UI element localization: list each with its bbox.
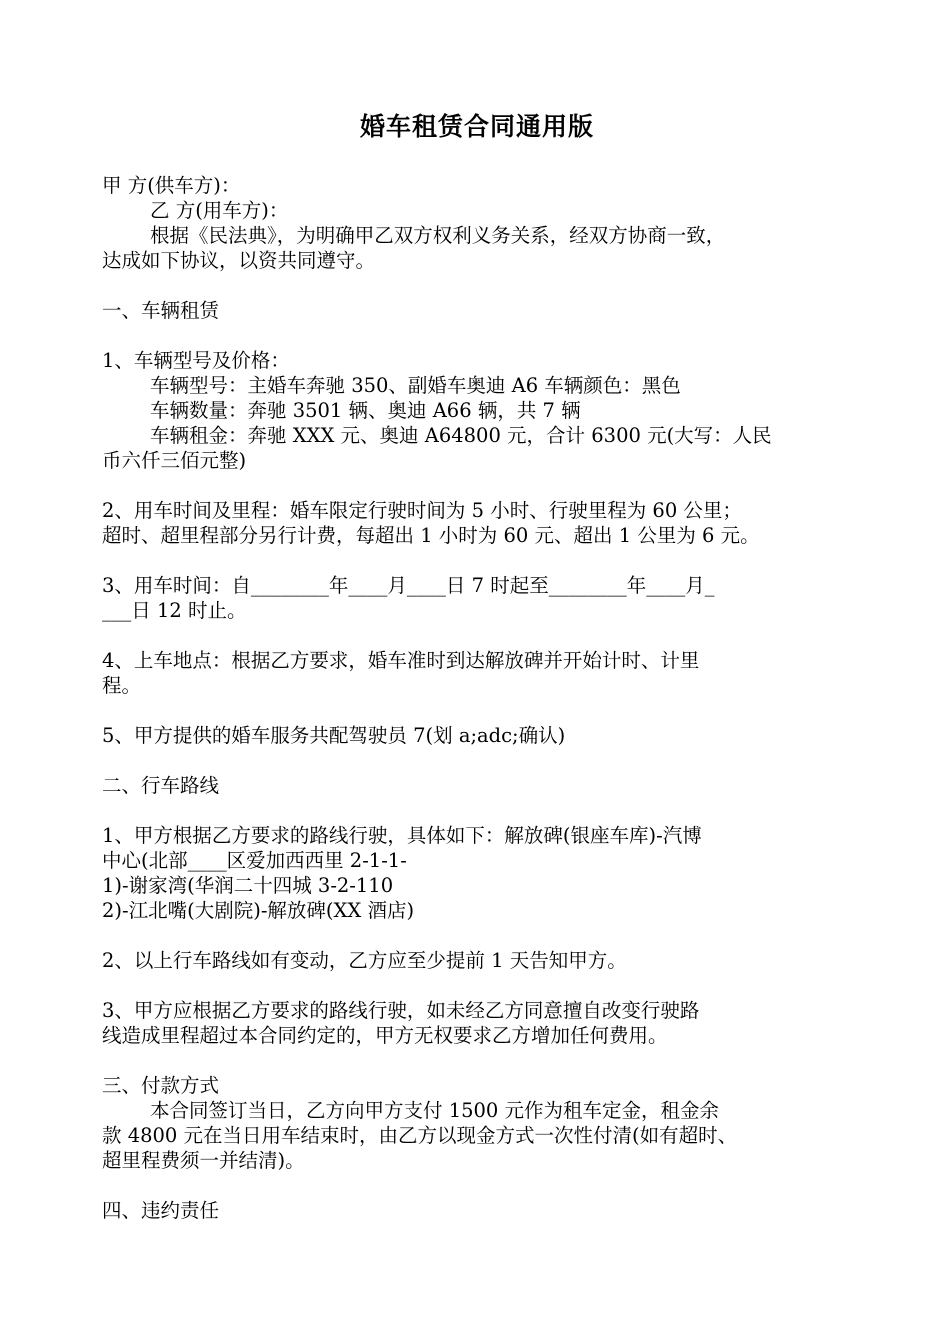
- blank-line: [102, 973, 852, 998]
- clause-line: 1)-谢家湾(华润二十四城 3-2-110: [102, 874, 394, 897]
- clause-line: 线造成里程超过本合同约定的，甲方无权要求乙方增加任何费用。: [102, 1024, 668, 1047]
- clause-line: 程。: [102, 674, 142, 697]
- clause-line: 款 4800 元在当日用车结束时，由乙方以现金方式一次性付清(如有超时、: [102, 1124, 738, 1147]
- document-title: 婚车租赁合同通用版: [359, 112, 594, 141]
- clause-line: 4、上车地点：根据乙方要求，婚车准时到达解放碑并开始计时、计里: [102, 649, 700, 672]
- clause-line: 1、甲方根据乙方要求的路线行驶，具体如下：解放碑(银座车库)-汽博: [102, 824, 702, 847]
- clause-line: 3、甲方应根据乙方要求的路线行驶，如未经乙方同意擅自改变行驶路: [102, 999, 700, 1022]
- blank-line: [102, 323, 852, 348]
- clause-line: ___日 12 时止。: [102, 599, 247, 622]
- blank-line: [102, 798, 852, 823]
- clause-line: 超时、超里程部分另行计费，每超出 1 小时为 60 元、超出 1 公里为 6 元。: [102, 524, 760, 547]
- clause-line: 本合同签订当日，乙方向甲方支付 1500 元作为租车定金，租金余: [150, 1099, 720, 1122]
- blank-line: [102, 698, 852, 723]
- clause-line: 1、车辆型号及价格：: [102, 349, 290, 372]
- section-heading: 三、付款方式: [102, 1074, 220, 1097]
- section-heading: 一、车辆租赁: [102, 299, 220, 322]
- clause-line: 中心(北部____区爱加西西里 2-1-1-: [102, 849, 407, 872]
- blank-line: [102, 1173, 852, 1198]
- party-a-line: 甲 方(供车方)：: [102, 174, 241, 197]
- party-b-line: 乙 方(用车方)：: [150, 199, 289, 222]
- clause-line: 5、甲方提供的婚车服务共配驾驶员 7(划 a;adc;确认): [102, 724, 566, 747]
- clause-line: 车辆租金：奔驰 XXX 元、奥迪 A64800 元，合计 6300 元(大写：人民: [150, 424, 772, 447]
- section-heading: 二、行车路线: [102, 774, 220, 797]
- blank-line: [102, 548, 852, 573]
- document-body: [102, 173, 852, 1223]
- blank-line: [102, 273, 852, 298]
- clause-line: 2、用车时间及里程：婚车限定行驶时间为 5 小时、行驶里程为 60 公里；: [102, 499, 742, 522]
- blank-line: [102, 1048, 852, 1073]
- clause-line: 3、用车时间：自________年____月____日 7 时起至________年____月_: [102, 574, 715, 597]
- blank-line: [102, 473, 852, 498]
- preamble-line: 根据《民法典》，为明确甲乙双方权利义务关系，经双方协商一致，: [150, 224, 726, 247]
- blank-line: [102, 748, 852, 773]
- clause-line: 币六仟三佰元整): [102, 449, 247, 472]
- clause-line: 2、以上行车路线如有变动，乙方应至少提前 1 天告知甲方。: [102, 949, 627, 972]
- clause-line: 车辆数量：奔驰 3501 辆、奥迪 A66 辆，共 7 辆: [150, 399, 581, 422]
- clause-line: 超里程费须一并结清)。: [102, 1149, 305, 1172]
- preamble-line: 达成如下协议，以资共同遵守。: [102, 249, 376, 272]
- clause-line: 车辆型号：主婚车奔驰 350、副婚车奥迪 A6 车辆颜色：黑色: [150, 374, 681, 397]
- clause-line: 2)-江北嘴(大剧院)-解放碑(XX 酒店): [102, 899, 415, 922]
- section-heading: 四、违约责任: [102, 1199, 220, 1222]
- blank-line: [102, 623, 852, 648]
- blank-line: [102, 923, 852, 948]
